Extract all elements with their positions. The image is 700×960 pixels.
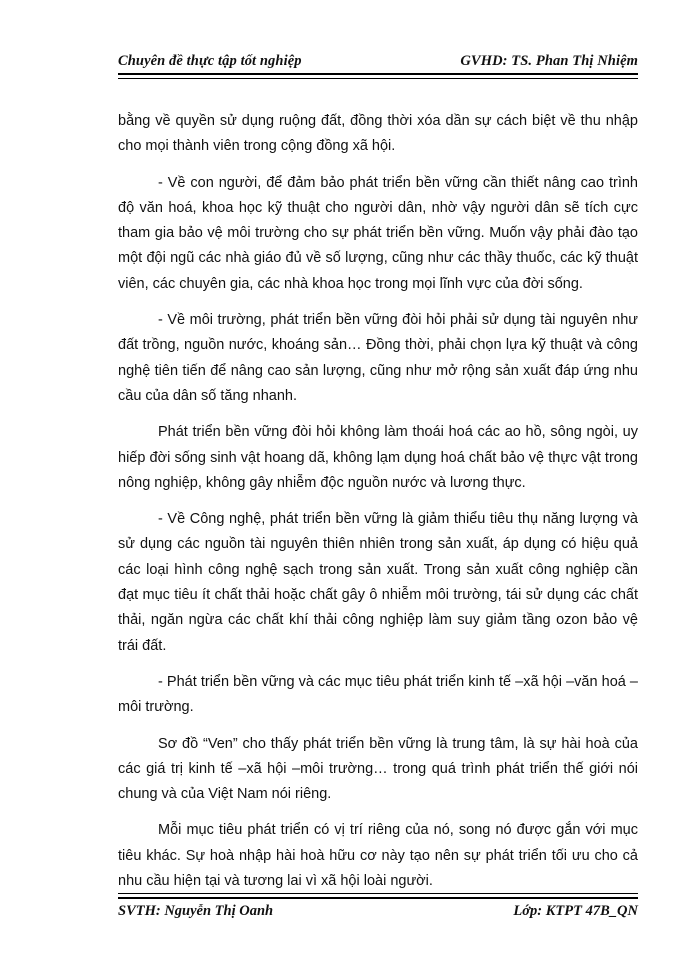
- paragraph-land-rights: bằng về quyền sử dụng ruộng đất, đồng thời xóa dần sự cách biệt về thu nhập cho mọi thành viên trong cộng đồng xã hội.: [118, 113, 638, 155]
- footer-rule-thick: [118, 897, 638, 899]
- header-rule-thin: [118, 78, 638, 79]
- page-footer: [118, 900, 638, 922]
- footer-student: SVTH: Nguyễn Thị Oanh: [118, 902, 274, 919]
- paragraph-goals: - Phát triển bền vững và các mục tiêu phát triển kinh tế –xã hội –văn hoá –môi trường.: [118, 673, 638, 716]
- paragraph-environment: - Về môi trường, phát triển bền vững đòi hỏi phải sử dụng tài nguyên như đất trồng, nguồn nước, khoáng sản… Đồng thời, phải chọn lựa kỹ thuật và công nghệ tiên tiến để nâng cao sản lượng, cũng như mở rộng sản xuất đáp ứng nhu cầu của dân số tăng nhanh.: [118, 312, 638, 404]
- header-thesis-title: Chuyên đề thực tập tốt nghiệp: [118, 53, 302, 69]
- paragraph-ecosystem: Phát triển bền vững đòi hỏi không làm thoái hoá các ao hồ, sông ngòi, uy hiếp đời sống sinh vật hoang dã, không lạm dụng hoá chất bảo vệ thực vật trong nông nghiệp, không gây nhiễm độc nguồn nước và lương thực.: [118, 424, 638, 491]
- page-header: [118, 48, 638, 70]
- paragraph-technology: - Về Công nghệ, phát triển bền vững là giảm thiểu tiêu thụ năng lượng và sử dụng các nguồn tài nguyên thiên nhiên trong sản xuất, áp dụng có hiệu quả các loại hình công nghệ sạch trong sản xuất. Trong sản xuất công nghiệp cần đạt mục tiêu ít chất thải hoặc chất gây ô nhiễm môi trường, tái sử dụng các chất thải, ngăn ngừa các chất khí thải công nghiệp làm suy giảm tầng ozon bảo vệ trái đất.: [118, 511, 638, 654]
- paragraph-people: - Về con người, để đảm bảo phát triển bền vững cần thiết nâng cao trình độ văn hoá, khoa học kỹ thuật cho người dân, nhờ vậy người dân sẽ tích cực tham gia bảo vệ môi trường cho sự phát triển bền vững. Muốn vậy phải đào tạo một đội ngũ các nhà giáo đủ về số lượng, cũng như các thầy thuốc, các kỹ thuật viên, các chuyên gia, các nhà khoa học trong mọi lĩnh vực của đời sống.: [118, 174, 638, 292]
- footer-class: Lớp: KTPT 47B_QN: [513, 902, 638, 919]
- paragraph-integration: Mỗi mục tiêu phát triển có vị trí riêng của nó, song nó được gắn với mục tiêu khác. Sự hoà nhập hài hoà hữu cơ này tạo nên sự phát triển tối ưu cho cả nhu cầu hiện tại và tương lai vì xã hội loài người.: [118, 822, 638, 890]
- body-text: [118, 109, 638, 905]
- footer-rule-thin: [118, 893, 638, 894]
- header-rule-thick: [118, 73, 638, 75]
- paragraph-venn-diagram: Sơ đồ “Ven” cho thấy phát triển bền vững là trung tâm, là sự hài hoà của các giá trị kinh tế –xã hội –môi trường… trong quá trình phát triển thế giới nói chung và của Việt Nam nói riêng.: [118, 735, 638, 803]
- header-advisor: GVHD: TS. Phan Thị Nhiệm: [460, 53, 638, 69]
